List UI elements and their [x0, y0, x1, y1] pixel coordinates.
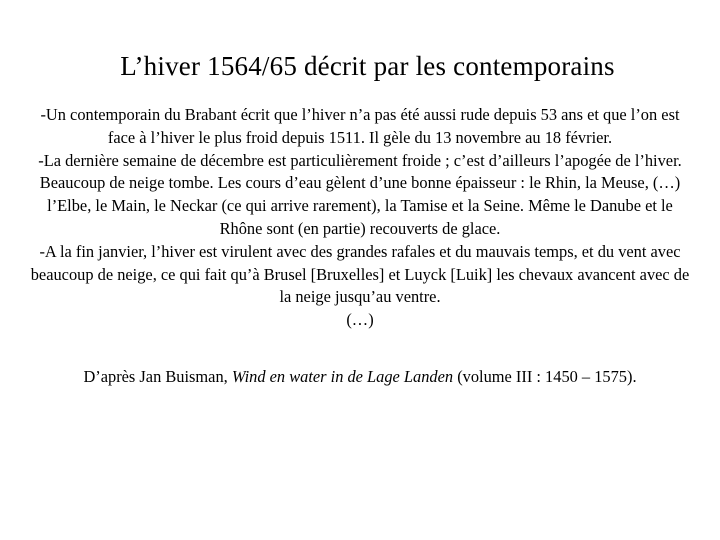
paragraph-january: -A la fin janvier, l’hiver est virulent avec des grandes rafales et du mauvais temps, et du vent avec beaucoup de neige, ce qui fait qu’à Brusel [Bruxelles] et Luyck [Luik] les chevaux avancent avec de la neige jusqu’au ventre. [30, 241, 690, 307]
paragraph-december: -La dernière semaine de décembre est particulièrement froide ; c’est d’ailleurs l’apogée de l’hiver. Beaucoup de neige tombe. Les cours d’eau gèlent d’une bonne épaisseur : le Rhin, la Meuse, (…) l’Elbe, le Main, le Neckar (ce qui arrive rarement), la Tamise et la Seine. Même le Danube et le Rhône sont (en partie) recouverts de glace. [38, 150, 682, 238]
source-citation [0, 366, 720, 388]
source-book-title: Wind en water in de Lage Landen [231, 367, 454, 386]
slide-body [28, 104, 692, 332]
source-prefix: D’après Jan Buisman, [83, 367, 232, 386]
source-suffix: (volume III : 1450 – 1575). [453, 367, 637, 386]
paragraph-brabant: -Un contemporain du Brabant écrit que l’hiver n’a pas été aussi rude depuis 53 ans et que l’on est face à l’hiver le plus froid depuis 1511. Il gèle du 13 novembre au 18 février. [40, 105, 680, 147]
paragraph-ellipsis: (…) [346, 310, 374, 330]
slide-title: L’hiver 1564/65 décrit par les contemporains [120, 51, 615, 81]
